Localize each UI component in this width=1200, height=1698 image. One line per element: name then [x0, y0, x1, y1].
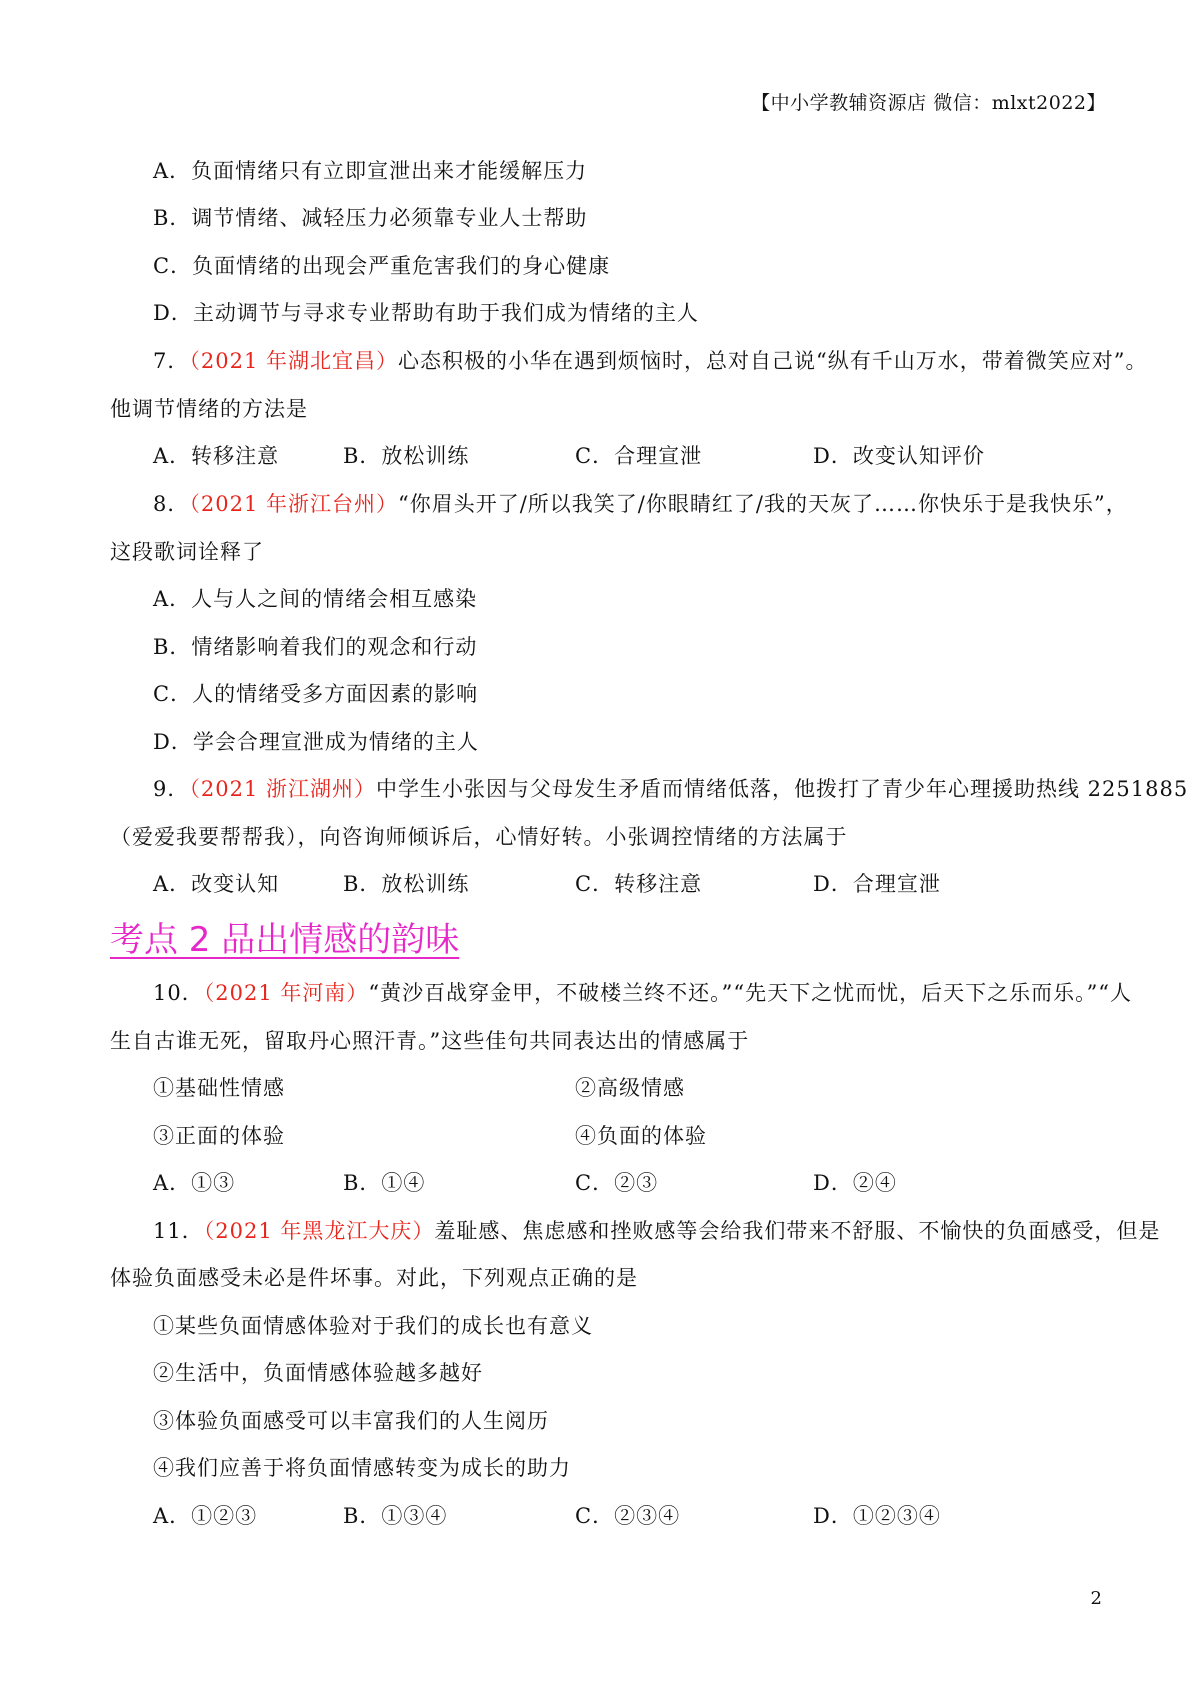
q9-option-a: A．改变认知 [153, 872, 280, 896]
q7-number: 7． [153, 349, 190, 373]
q9-text: 中学生小张因与父母发生矛盾而情绪低落，他拨打了青少年心理援助热线 2251885 [376, 777, 1189, 801]
q10-statement-4: ④负面的体验 [575, 1124, 707, 1148]
q8-option-a: A．人与人之间的情绪会相互感染 [153, 587, 478, 611]
q11-option-d: D．①②③④ [813, 1504, 941, 1528]
q11-statement-4: ④我们应善于将负面情感转变为成长的助力 [153, 1456, 571, 1480]
q8-source: （2021 年浙江台州） [189, 492, 398, 516]
q10-stem-cont: 生自古谁无死，留取丹心照汗青。”这些佳句共同表达出的情感属于 [110, 1029, 750, 1053]
q11-option-a: A．①②③ [153, 1504, 258, 1528]
q10-statement-3: ③正面的体验 [153, 1124, 285, 1148]
q11-statement-3: ③体验负面感受可以丰富我们的人生阅历 [153, 1409, 549, 1433]
q11-statement-1: ①某些负面情感体验对于我们的成长也有意义 [153, 1314, 593, 1338]
q6-option-a: A．负面情绪只有立即宣泄出来才能缓解压力 [153, 159, 588, 183]
q11-source: （2021 年黑龙江大庆） [203, 1219, 435, 1243]
q8-stem [153, 488, 1128, 518]
q8-option-b: B．情绪影响着我们的观念和行动 [153, 635, 478, 659]
q10-option-b: B．①④ [343, 1171, 426, 1195]
q9-option-d: D．合理宣泄 [813, 872, 941, 896]
q10-option-d: D．②④ [813, 1171, 897, 1195]
q8-option-d: D．学会合理宣泄成为情绪的主人 [153, 730, 479, 754]
q11-statement-2: ②生活中，负面情感体验越多越好 [153, 1361, 483, 1385]
q7-stem [153, 345, 1147, 375]
page-header: 【中小学教辅资源店 微信：mlxt2022】 [751, 92, 1106, 114]
q11-option-c: C．②③④ [575, 1504, 681, 1528]
q9-source: （2021 浙江湖州） [189, 777, 376, 801]
q7-option-c: C．合理宣泄 [575, 444, 703, 468]
page-number: 2 [1090, 1588, 1102, 1609]
q10-option-a: A．①③ [153, 1171, 236, 1195]
q10-text: “黄沙百战穿金甲，不破楼兰终不还。”“先天下之忧而忧，后天下之乐而乐。”“人 [368, 981, 1133, 1005]
q9-option-b: B．放松训练 [343, 872, 470, 896]
q10-source: （2021 年河南） [203, 981, 369, 1005]
q7-text: 心态积极的小华在遇到烦恼时，总对自己说“纵有千山万水，带着微笑应对”。 [398, 349, 1148, 373]
q7-stem-cont: 他调节情绪的方法是 [110, 397, 308, 421]
q11-number: 11． [153, 1219, 204, 1243]
q10-number: 10． [153, 981, 204, 1005]
q6-option-b: B．调节情绪、减轻压力必须靠专业人士帮助 [153, 206, 588, 230]
q8-option-c: C．人的情绪受多方面因素的影响 [153, 682, 479, 706]
q10-statement-1: ①基础性情感 [153, 1076, 285, 1100]
q7-option-d: D．改变认知评价 [813, 444, 985, 468]
q9-stem-cont: （爱爱我要帮帮我），向咨询师倾诉后，心情好转。小张调控情绪的方法属于 [110, 825, 848, 849]
q10-statement-2: ②高级情感 [575, 1076, 685, 1100]
section-title: 考点 2 品出情感的韵味 [110, 920, 460, 960]
q8-text: “你眉头开了/所以我笑了/你眼睛红了/我的天灰了……你快乐于是我快乐”， [398, 492, 1128, 516]
q11-stem-cont: 体验负面感受未必是件坏事。对此，下列观点正确的是 [110, 1266, 638, 1290]
q7-option-a: A．转移注意 [153, 444, 280, 468]
q11-stem [153, 1215, 1160, 1245]
q8-number: 8． [153, 492, 190, 516]
q8-stem-cont: 这段歌词诠释了 [110, 540, 264, 564]
q9-option-c: C．转移注意 [575, 872, 703, 896]
q6-option-c: C．负面情绪的出现会严重危害我们的身心健康 [153, 254, 611, 278]
q10-option-c: C．②③ [575, 1171, 659, 1195]
q11-text: 羞耻感、焦虑感和挫败感等会给我们带来不舒服、不愉快的负面感受，但是 [434, 1219, 1161, 1243]
q9-number: 9． [153, 777, 190, 801]
q6-option-d: D．主动调节与寻求专业帮助有助于我们成为情绪的主人 [153, 301, 699, 325]
q11-option-b: B．①③④ [343, 1504, 448, 1528]
q10-stem [153, 977, 1132, 1007]
q9-stem [153, 773, 1188, 803]
q7-option-b: B．放松训练 [343, 444, 470, 468]
q7-source: （2021 年湖北宜昌） [189, 349, 398, 373]
